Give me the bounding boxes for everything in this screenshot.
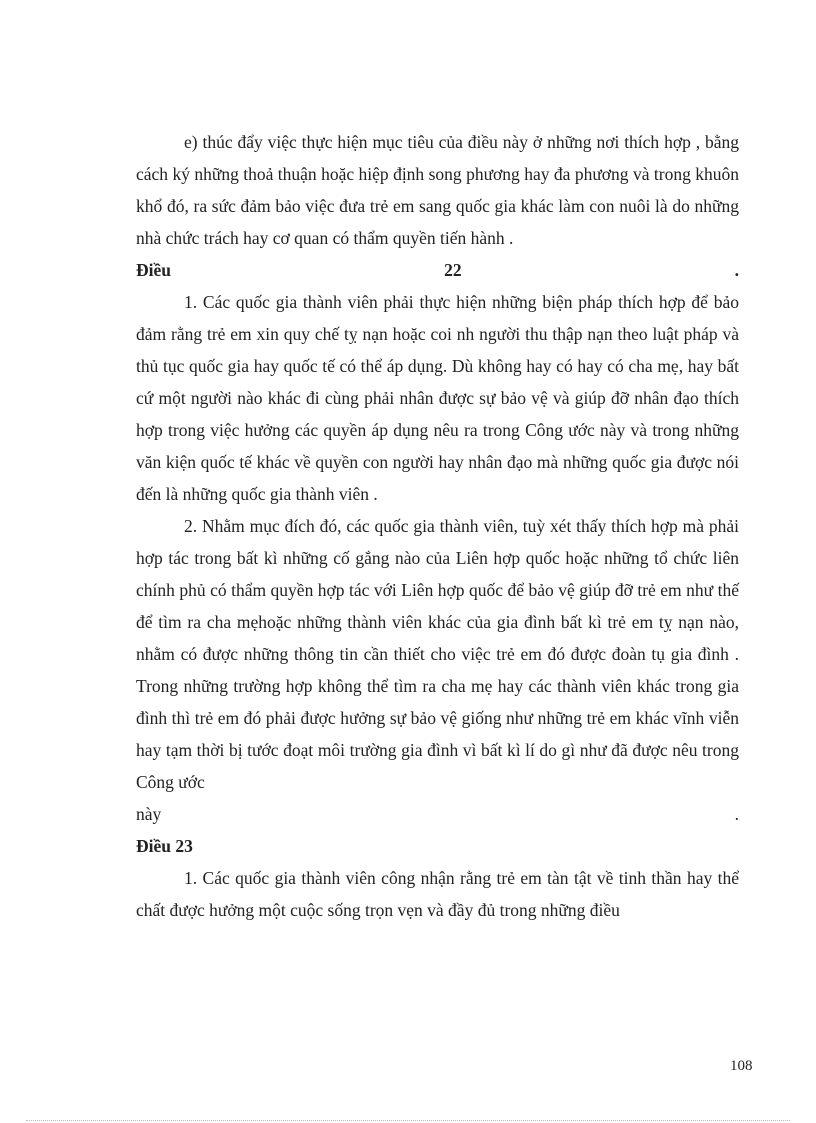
- footer-divider: [26, 1120, 790, 1121]
- paragraph-22-2-last-line: [136, 798, 739, 830]
- paragraph-22-2-dot: .: [734, 804, 739, 824]
- article-22-word: Điều: [136, 260, 171, 280]
- article-22-heading: [136, 254, 739, 286]
- paragraph-e: e) thúc đẩy việc thực hiện mục tiêu của điều này ở những nơi thích hợp , bằng cách ký những thoả thuận hoặc hiệp định song phương hay đa phương và trong khuôn khổ đó, ra sức đảm bảo việc đưa trẻ em sang quốc gia khác làm con nuôi là do những nhà chức trách hay cơ quan có thẩm quyền tiến hành .: [136, 132, 739, 248]
- document-body: [136, 126, 739, 926]
- paragraph-22-2: 2. Nhằm mục đích đó, các quốc gia thành viên, tuỳ xét thấy thích hợp mà phải hợp tác trong bất kì những cố gắng nào của Liên hợp quốc hoặc những tổ chức liên chính phủ có thẩm quyền hợp tác với Liên hợp quốc để bảo vệ giúp đỡ trẻ em như thế để tìm ra cha mẹhoặc những thành viên khác của gia đình bất kì trẻ em tỵ nạn nào, nhằm có được những thông tin cần thiết cho việc trẻ em đó được đoàn tụ gia đình . Trong những trường hợp không thể tìm ra cha mẹ hay các thành viên khác trong gia đình thì trẻ em đó phải được hưởng sự bảo vệ giống như những trẻ em khác vĩnh viễn hay tạm thời bị tước đoạt môi trường gia đình vì bất kì lí do gì như đã được nêu trong Công ước: [136, 516, 739, 792]
- article-22-dot: .: [734, 260, 739, 280]
- article-22-number: 22: [444, 260, 462, 280]
- article-23-heading: Điều 23: [136, 836, 193, 856]
- paragraph-22-2-last-word: này: [136, 804, 162, 824]
- paragraph-22-1: 1. Các quốc gia thành viên phải thực hiện những biện pháp thích hợp để bảo đảm rằng trẻ em xin quy chế tỵ nạn hoặc coi nh người thu thập nạn theo luật pháp và thủ tục quốc gia hay quốc tế có thể áp dụng. Dù không hay có hay có cha mẹ, hay bất cứ một người nào khác đi cùng phải nhân được sự bảo vệ và giúp đỡ nhân đạo thích hợp trong việc hưởng các quyền áp dụng nêu ra trong Công ước này và trong những văn kiện quốc tế khác về quyền con người hay nhân đạo mà những quốc gia được nói đến là những quốc gia thành viên .: [136, 292, 739, 504]
- paragraph-23-1: 1. Các quốc gia thành viên công nhận rằng trẻ em tàn tật về tinh thần hay thể chất được hưởng một cuộc sống trọn vẹn và đầy đủ trong những điều: [136, 868, 739, 920]
- page-number: 108: [730, 1058, 753, 1074]
